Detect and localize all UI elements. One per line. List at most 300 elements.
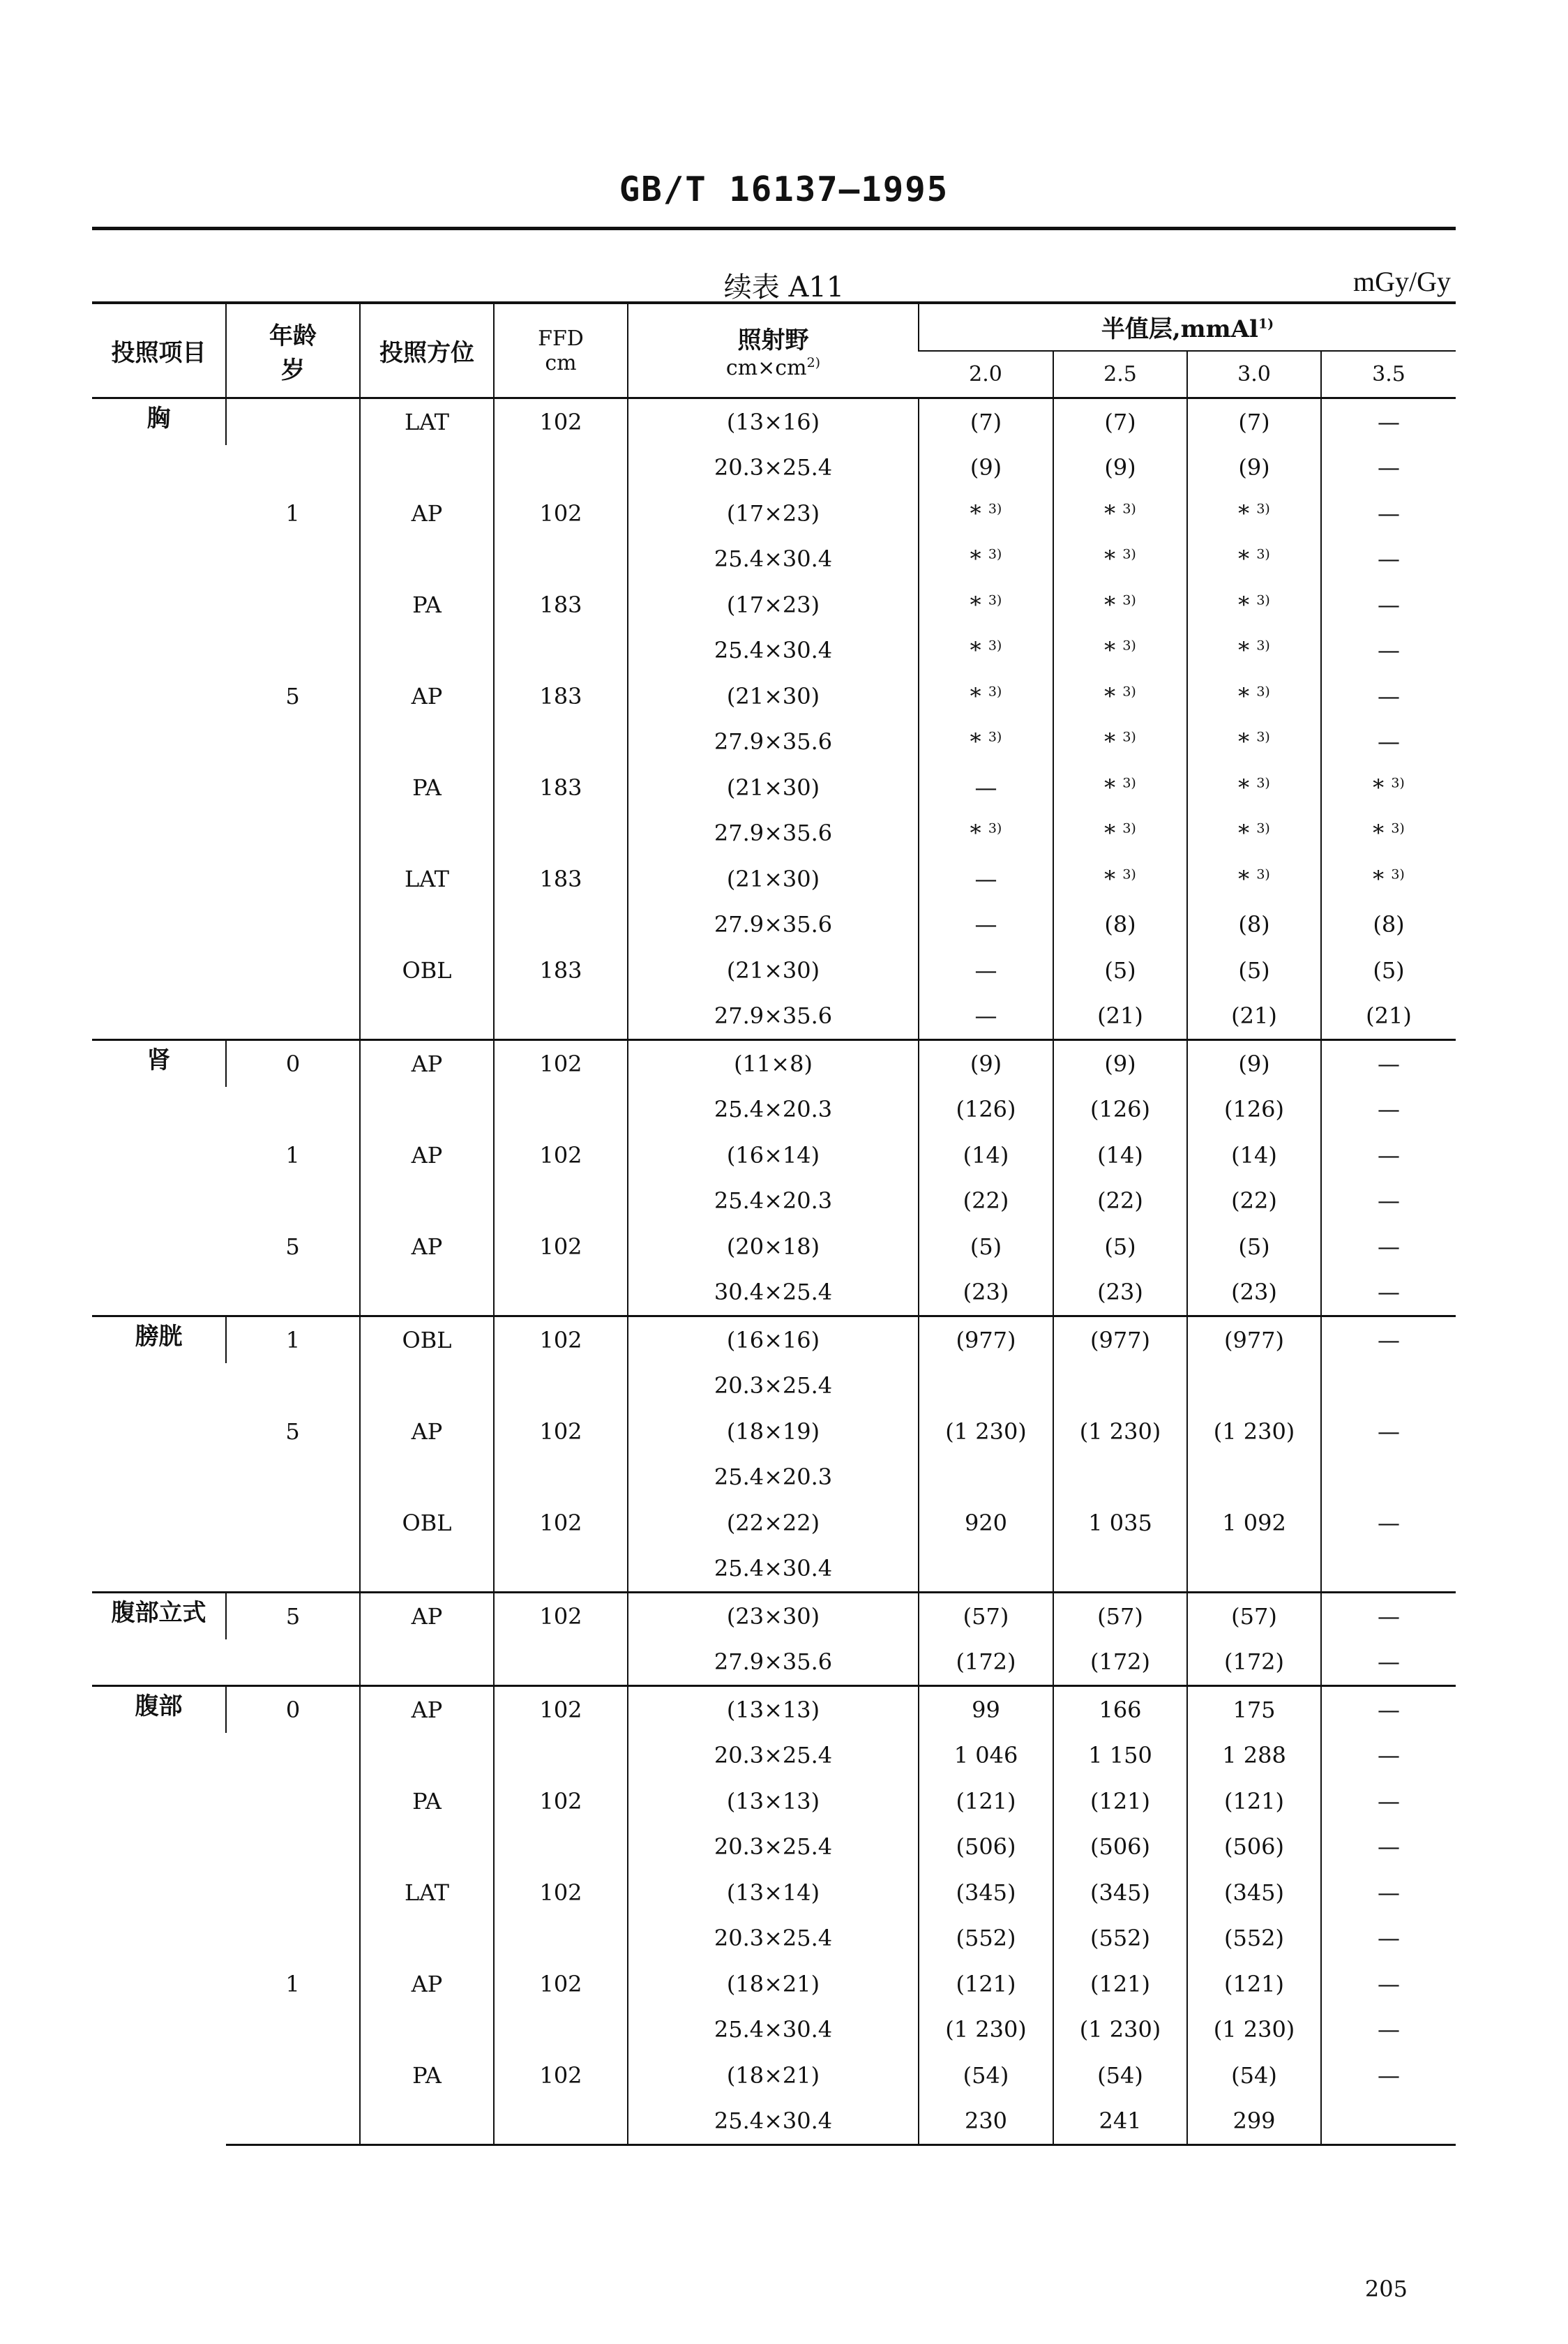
table-row	[92, 398, 1456, 445]
cell-hvl-value: (54)	[1053, 2052, 1187, 2098]
cell-hvl-value	[919, 1546, 1053, 1593]
cell-field: (13×16)	[628, 398, 919, 445]
cell-hvl-value: (172)	[1187, 1639, 1321, 1686]
cell-hvl-value: (57)	[1053, 1593, 1187, 1639]
cell-field: (17×23)	[628, 582, 919, 628]
cell-hvl-value: (1 230)	[919, 2007, 1053, 2053]
cell-position: AP	[360, 1040, 494, 1087]
cell-hvl-value: —	[1321, 582, 1456, 628]
cell-field: 27.9×35.6	[628, 1639, 919, 1686]
table-row	[92, 1455, 1456, 1501]
cell-age	[226, 947, 360, 993]
cell-hvl-value: * $^{3)}$	[1187, 765, 1321, 811]
cell-hvl-value: —	[1321, 1040, 1456, 1087]
cell-hvl-value: * $^{3)}$	[1053, 719, 1187, 765]
header-field-line1: 照射野	[737, 326, 809, 354]
cell-ffd	[494, 1639, 628, 1686]
table-row	[92, 1546, 1456, 1593]
cell-age	[226, 1733, 360, 1779]
header-rule	[92, 227, 1456, 230]
cell-age	[226, 1778, 360, 1824]
dose-table	[92, 301, 1456, 2146]
cell-age	[226, 993, 360, 1040]
header-age-line1: 年龄	[269, 322, 317, 350]
cell-hvl-value: 166	[1053, 1686, 1187, 1733]
dose-table-body	[92, 398, 1456, 2145]
cell-hvl-value: —	[1321, 536, 1456, 583]
table-row	[92, 628, 1456, 674]
cell-age	[226, 1363, 360, 1409]
table-row	[92, 1500, 1456, 1546]
cell-position	[360, 2098, 494, 2145]
cell-age	[226, 2052, 360, 2098]
footnote-marker: 3)	[988, 546, 1002, 562]
cell-ffd	[494, 628, 628, 674]
footnote-marker: 3)	[1122, 820, 1136, 836]
cell-hvl-value: (5)	[1321, 947, 1456, 993]
cell-field: 27.9×35.6	[628, 902, 919, 948]
cell-ffd	[494, 445, 628, 491]
table-row	[92, 1178, 1456, 1224]
cell-hvl-value: (23)	[1053, 1270, 1187, 1316]
cell-field: (21×30)	[628, 947, 919, 993]
table-row	[92, 1686, 1456, 1733]
table-unit: mGy/Gy	[1353, 266, 1451, 297]
cell-ffd: 102	[494, 2052, 628, 2098]
cell-hvl-value: —	[1321, 628, 1456, 674]
cell-hvl-value	[1187, 1546, 1321, 1593]
table-row	[92, 673, 1456, 719]
cell-field: (13×13)	[628, 1686, 919, 1733]
cell-ffd: 183	[494, 673, 628, 719]
footnote-marker: 3)	[1256, 638, 1270, 654]
cell-position: PA	[360, 765, 494, 811]
cell-ffd	[494, 1270, 628, 1316]
cell-age	[226, 1087, 360, 1133]
cell-position	[360, 1087, 494, 1133]
cell-hvl-value: (5)	[919, 1224, 1053, 1270]
cell-hvl-value: (9)	[919, 445, 1053, 491]
cell-age: 5	[226, 1593, 360, 1639]
cell-hvl-value: (57)	[1187, 1593, 1321, 1639]
cell-hvl-value: —	[1321, 1961, 1456, 2007]
cell-hvl-value: * $^{3)}$	[1187, 490, 1321, 536]
cell-ffd	[494, 719, 628, 765]
cell-hvl-value: (121)	[919, 1961, 1053, 2007]
cell-ffd: 102	[494, 1040, 628, 1087]
cell-age	[226, 1455, 360, 1501]
table-row	[92, 902, 1456, 948]
cell-ffd	[494, 902, 628, 948]
cell-hvl-value: * $^{3)}$	[919, 719, 1053, 765]
table-row	[92, 719, 1456, 765]
cell-position	[360, 1363, 494, 1409]
cell-hvl-value: (8)	[1187, 902, 1321, 948]
cell-hvl-value: (8)	[1053, 902, 1187, 948]
cell-position: PA	[360, 1778, 494, 1824]
cell-position	[360, 993, 494, 1040]
cell-hvl-value: (21)	[1053, 993, 1187, 1040]
document-title: GB/T 16137—1995	[619, 170, 949, 209]
header-hvl-3-0: 3.0	[1187, 351, 1321, 398]
cell-age	[226, 536, 360, 583]
cell-project: 胸	[92, 398, 226, 1040]
footnote-marker: 3)	[1391, 820, 1405, 836]
cell-position: PA	[360, 582, 494, 628]
cell-field: 25.4×20.3	[628, 1178, 919, 1224]
table-row	[92, 1733, 1456, 1779]
cell-hvl-value: * $^{3)}$	[1187, 536, 1321, 583]
cell-ffd: 102	[494, 490, 628, 536]
cell-hvl-value: (9)	[1053, 1040, 1187, 1087]
cell-position: LAT	[360, 398, 494, 445]
cell-age	[226, 856, 360, 902]
cell-ffd	[494, 2098, 628, 2145]
cell-age	[226, 1546, 360, 1593]
cell-hvl-value: —	[1321, 1733, 1456, 1779]
cell-position: OBL	[360, 947, 494, 993]
table-title: 续表 A11	[723, 271, 845, 303]
cell-hvl-value: * $^{3)}$	[1321, 811, 1456, 857]
cell-position: OBL	[360, 1316, 494, 1363]
cell-ffd	[494, 1824, 628, 1870]
cell-ffd	[494, 811, 628, 857]
cell-hvl-value: —	[1321, 1870, 1456, 1916]
cell-hvl-value: (22)	[919, 1178, 1053, 1224]
cell-hvl-value	[1187, 1455, 1321, 1501]
table-row	[92, 1824, 1456, 1870]
cell-hvl-value: (552)	[1187, 1916, 1321, 1962]
cell-hvl-value: (121)	[919, 1778, 1053, 1824]
header-hvl	[919, 303, 1456, 351]
table-row	[92, 1132, 1456, 1178]
cell-hvl-value: (7)	[919, 398, 1053, 445]
cell-hvl-value: (1 230)	[919, 1408, 1053, 1455]
cell-age	[226, 2098, 360, 2145]
cell-age	[226, 1916, 360, 1962]
cell-ffd	[494, 536, 628, 583]
cell-field: (18×21)	[628, 1961, 919, 2007]
cell-hvl-value: —	[1321, 1778, 1456, 1824]
header-age	[226, 303, 360, 398]
cell-ffd	[494, 2007, 628, 2053]
header-ffd-line2: cm	[545, 350, 577, 375]
header-hvl-label: 半值层,mmAl	[1101, 315, 1258, 344]
cell-hvl-value: (1 230)	[1187, 1408, 1321, 1455]
cell-age: 0	[226, 1686, 360, 1733]
cell-hvl-value: (23)	[1187, 1270, 1321, 1316]
cell-hvl-value: * $^{3)}$	[1321, 765, 1456, 811]
cell-age	[226, 1824, 360, 1870]
cell-hvl-value	[919, 1363, 1053, 1409]
page-number: 205	[1364, 2276, 1408, 2302]
cell-hvl-value: —	[1321, 445, 1456, 491]
cell-position: AP	[360, 1686, 494, 1733]
table-row	[92, 1961, 1456, 2007]
table-row	[92, 490, 1456, 536]
cell-project: 肾	[92, 1040, 226, 1316]
cell-hvl-value: —	[919, 902, 1053, 948]
cell-position	[360, 1824, 494, 1870]
cell-hvl-value: (172)	[919, 1639, 1053, 1686]
table-row	[92, 2098, 1456, 2145]
cell-hvl-value: 1 046	[919, 1733, 1053, 1779]
cell-hvl-value: 1 035	[1053, 1500, 1187, 1546]
table-row	[92, 1916, 1456, 1962]
cell-field: (21×30)	[628, 765, 919, 811]
footnote-marker: 3)	[1256, 501, 1270, 517]
cell-position	[360, 1639, 494, 1686]
footnote-marker: 3)	[1256, 820, 1270, 836]
footnote-marker: 3)	[1256, 775, 1270, 791]
cell-ffd: 102	[494, 398, 628, 445]
table-row	[92, 993, 1456, 1040]
cell-field: 20.3×25.4	[628, 445, 919, 491]
table-row	[92, 1870, 1456, 1916]
cell-hvl-value: * $^{3)}$	[1053, 673, 1187, 719]
cell-hvl-value: 241	[1053, 2098, 1187, 2145]
cell-hvl-value: (977)	[1187, 1316, 1321, 1363]
cell-hvl-value: * $^{3)}$	[1053, 536, 1187, 583]
cell-hvl-value: 920	[919, 1500, 1053, 1546]
header-position: 投照方位	[360, 303, 494, 398]
cell-ffd: 183	[494, 947, 628, 993]
cell-hvl-value: (126)	[919, 1087, 1053, 1133]
table-row	[92, 2007, 1456, 2053]
cell-hvl-value: —	[919, 765, 1053, 811]
cell-hvl-value	[1321, 1455, 1456, 1501]
table-row	[92, 2052, 1456, 2098]
footnote-marker: 3)	[1122, 501, 1136, 517]
cell-ffd: 183	[494, 582, 628, 628]
table-row	[92, 1639, 1456, 1686]
table-row	[92, 947, 1456, 993]
cell-hvl-value: —	[1321, 719, 1456, 765]
cell-ffd: 102	[494, 1961, 628, 2007]
cell-field: 25.4×30.4	[628, 2007, 919, 2053]
cell-hvl-value: —	[1321, 1916, 1456, 1962]
cell-field: (22×22)	[628, 1500, 919, 1546]
cell-age	[226, 1270, 360, 1316]
cell-hvl-value: * $^{3)}$	[1187, 856, 1321, 902]
footnote-marker: 3)	[1391, 866, 1405, 882]
cell-hvl-value	[1321, 2098, 1456, 2145]
table-row	[92, 1316, 1456, 1363]
cell-position	[360, 1455, 494, 1501]
cell-hvl-value: —	[1321, 1132, 1456, 1178]
cell-field: (23×30)	[628, 1593, 919, 1639]
table-row	[92, 856, 1456, 902]
cell-hvl-value: * $^{3)}$	[1321, 856, 1456, 902]
cell-hvl-value: (121)	[1187, 1961, 1321, 2007]
cell-age: 0	[226, 1040, 360, 1087]
cell-hvl-value: (9)	[1053, 445, 1187, 491]
table-row	[92, 536, 1456, 583]
cell-field: (16×14)	[628, 1132, 919, 1178]
cell-age: 1	[226, 1316, 360, 1363]
cell-field: 27.9×35.6	[628, 993, 919, 1040]
cell-hvl-value: (977)	[919, 1316, 1053, 1363]
cell-field: (11×8)	[628, 1040, 919, 1087]
footnote-marker: 3)	[1256, 866, 1270, 882]
cell-hvl-value: —	[1321, 673, 1456, 719]
cell-hvl-value	[1053, 1363, 1187, 1409]
cell-position	[360, 902, 494, 948]
cell-hvl-value: (5)	[1187, 1224, 1321, 1270]
cell-hvl-value: (9)	[1187, 1040, 1321, 1087]
cell-hvl-value: —	[1321, 398, 1456, 445]
cell-ffd	[494, 1087, 628, 1133]
cell-hvl-value: —	[1321, 2052, 1456, 2098]
cell-position	[360, 445, 494, 491]
cell-age: 5	[285, 682, 300, 709]
cell-hvl-value: * $^{3)}$	[919, 490, 1053, 536]
cell-hvl-value: (23)	[919, 1270, 1053, 1316]
cell-position: AP	[360, 1408, 494, 1455]
cell-hvl-value: —	[1321, 1500, 1456, 1546]
cell-field: (18×19)	[628, 1408, 919, 1455]
cell-hvl-value: (54)	[919, 2052, 1053, 2098]
cell-field: 25.4×20.3	[628, 1087, 919, 1133]
header-field-unit: cm×cm	[725, 356, 807, 380]
cell-age	[226, 902, 360, 948]
cell-ffd: 183	[494, 765, 628, 811]
cell-position: AP	[360, 490, 494, 536]
cell-hvl-value: (14)	[1187, 1132, 1321, 1178]
cell-age	[226, 2007, 360, 2053]
cell-hvl-value: (5)	[1053, 947, 1187, 993]
cell-hvl-value: (506)	[1187, 1824, 1321, 1870]
cell-project: 膀胱	[92, 1316, 226, 1593]
cell-age	[226, 719, 360, 765]
cell-hvl-value: * $^{3)}$	[1187, 719, 1321, 765]
cell-hvl-value: 230	[919, 2098, 1053, 2145]
cell-hvl-value: (57)	[919, 1593, 1053, 1639]
cell-position: AP	[360, 1224, 494, 1270]
cell-hvl-value: —	[1321, 1408, 1456, 1455]
cell-hvl-value: (126)	[1187, 1087, 1321, 1133]
cell-age	[226, 1500, 360, 1546]
cell-hvl-value: —	[1321, 1270, 1456, 1316]
cell-position: AP	[360, 1593, 494, 1639]
cell-hvl-value: (172)	[1053, 1639, 1187, 1686]
table-row	[92, 1270, 1456, 1316]
cell-hvl-value: (126)	[1053, 1087, 1187, 1133]
cell-hvl-value: —	[1321, 1824, 1456, 1870]
cell-hvl-value: —	[1321, 2007, 1456, 2053]
footnote-marker: 3)	[988, 820, 1002, 836]
cell-hvl-value: * $^{3)}$	[1187, 582, 1321, 628]
cell-hvl-value: 1 150	[1053, 1733, 1187, 1779]
footnote-marker: 3)	[1122, 775, 1136, 791]
cell-ffd	[494, 1546, 628, 1593]
table-row	[92, 1040, 1456, 1087]
cell-hvl-value: * $^{3)}$	[1053, 582, 1187, 628]
cell-position	[360, 811, 494, 857]
header-hvl-3-5: 3.5	[1321, 351, 1456, 398]
cell-hvl-value: * $^{3)}$	[1053, 811, 1187, 857]
cell-hvl-value: (345)	[1187, 1870, 1321, 1916]
footnote-marker: 3)	[1256, 592, 1270, 608]
cell-field: (18×21)	[628, 2052, 919, 2098]
cell-position	[360, 1916, 494, 1962]
cell-ffd: 102	[494, 1593, 628, 1639]
header-hvl-2-0: 2.0	[919, 351, 1053, 398]
cell-hvl-value: (552)	[1053, 1916, 1187, 1962]
cell-hvl-value: (1 230)	[1053, 2007, 1187, 2053]
cell-position	[360, 536, 494, 583]
footnote-marker: 3)	[1391, 775, 1405, 791]
cell-field: 20.3×25.4	[628, 1824, 919, 1870]
cell-position	[360, 719, 494, 765]
cell-field: 25.4×20.3	[628, 1455, 919, 1501]
cell-hvl-value	[1321, 1546, 1456, 1593]
table-row	[92, 445, 1456, 491]
cell-age: 1	[285, 1970, 300, 1997]
footnote-marker: 3)	[988, 638, 1002, 654]
cell-field: 20.3×25.4	[628, 1363, 919, 1409]
cell-hvl-value: 175	[1187, 1686, 1321, 1733]
footnote-marker: 3)	[1122, 866, 1136, 882]
cell-hvl-value: (21)	[1187, 993, 1321, 1040]
cell-ffd: 102	[494, 1408, 628, 1455]
footnote-marker: 3)	[1256, 684, 1270, 700]
cell-project: 腹部立式	[92, 1593, 226, 1686]
footnote-marker: 3)	[1122, 592, 1136, 608]
cell-age	[226, 765, 360, 811]
cell-hvl-value: (5)	[1053, 1224, 1187, 1270]
cell-position	[360, 1546, 494, 1593]
cell-ffd	[494, 1916, 628, 1962]
table-row	[92, 765, 1456, 811]
cell-hvl-value: (1 230)	[1187, 2007, 1321, 2053]
cell-position: AP	[360, 1132, 494, 1178]
cell-ffd: 183	[494, 856, 628, 902]
cell-hvl-value: (552)	[919, 1916, 1053, 1962]
cell-hvl-value: (121)	[1053, 1778, 1187, 1824]
cell-ffd: 102	[494, 1500, 628, 1546]
cell-hvl-value: (121)	[1053, 1961, 1187, 2007]
table-row	[92, 811, 1456, 857]
cell-hvl-value: (121)	[1187, 1778, 1321, 1824]
table-row	[92, 1408, 1456, 1455]
cell-field: (16×16)	[628, 1316, 919, 1363]
cell-hvl-value: * $^{3)}$	[919, 582, 1053, 628]
cell-hvl-value: —	[1321, 1639, 1456, 1686]
cell-field: 25.4×30.4	[628, 536, 919, 583]
cell-hvl-value: (506)	[919, 1824, 1053, 1870]
cell-hvl-value: (977)	[1053, 1316, 1187, 1363]
header-ffd-line1: FFD	[538, 326, 584, 351]
cell-age	[226, 582, 360, 628]
cell-position	[360, 1270, 494, 1316]
cell-field: (13×14)	[628, 1870, 919, 1916]
footnote-marker: 3)	[1122, 638, 1136, 654]
header-hvl-2-5: 2.5	[1053, 351, 1187, 398]
cell-hvl-value: 1 092	[1187, 1500, 1321, 1546]
cell-hvl-value: —	[919, 993, 1053, 1040]
cell-field: 25.4×30.4	[628, 2098, 919, 2145]
cell-hvl-value: * $^{3)}$	[1187, 628, 1321, 674]
cell-ffd: 102	[494, 1132, 628, 1178]
footnote-marker: 3)	[1122, 684, 1136, 700]
cell-field: 27.9×35.6	[628, 719, 919, 765]
cell-field: (21×30)	[628, 673, 919, 719]
cell-hvl-value: —	[1321, 1087, 1456, 1133]
cell-hvl-value: —	[1321, 1224, 1456, 1270]
cell-position: OBL	[360, 1500, 494, 1546]
footnote-marker: 3)	[988, 729, 1002, 745]
